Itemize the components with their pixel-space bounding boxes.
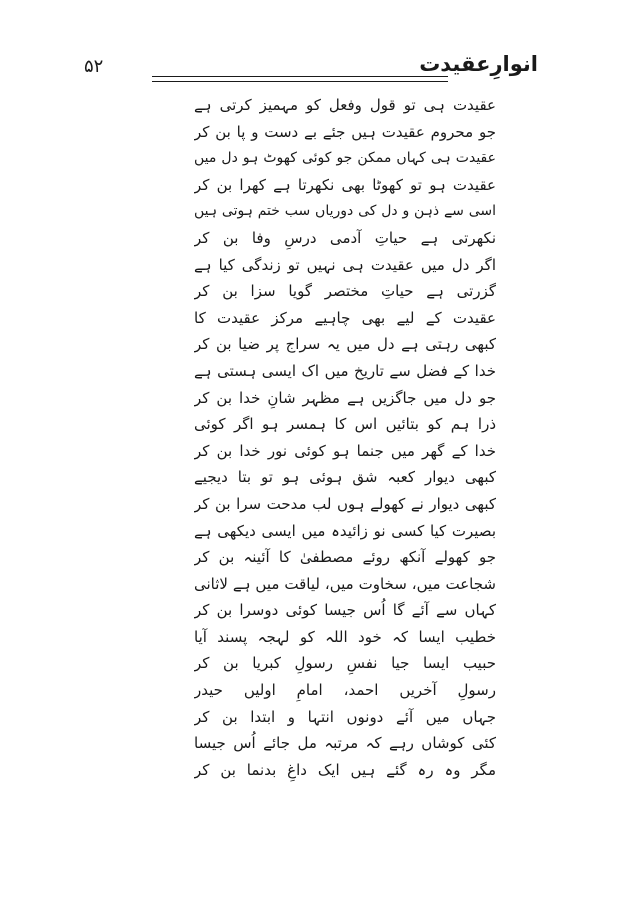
verse-line: عقیدت کے لیے بھی چاہیے مرکز عقیدت کا <box>194 308 496 327</box>
page-number: ۵۲ <box>84 56 104 77</box>
verse-line: کبھی دیوار نے کھولے ہوں لب مدحت سرا بن کر <box>194 494 496 513</box>
poem <box>194 92 496 783</box>
header-rule-top <box>152 76 448 77</box>
verse-line: کہاں سے آئے گا اُس جیسا کوئی دوسرا بن کر <box>194 601 496 620</box>
verse-line: اسی سے ذہن و دل کی دوریاں سب ختم ہوتی ہیں <box>194 203 496 220</box>
verse-line: مگر وہ رہ گئے ہیں ایک داغِ بدنما بن کر <box>194 760 496 779</box>
verse-line: کئی کوشاں رہے کہ مرتبہ مل جائے اُس جیسا <box>194 734 496 753</box>
verse-line: عقیدت ہو تو کھوٹا بھی نکھرتا ہے کھرا بن کر <box>194 175 496 194</box>
verse-line: جو محروم عقیدت ہیں جئے بے دست و پا بن کر <box>194 122 496 141</box>
verse-line: حبیب ایسا جیا نفسِ رسولِ کبریا بن کر <box>194 654 496 673</box>
verse-line: خطیب ایسا کہ خود اللہ کو لہجہ پسند آیا <box>194 627 496 646</box>
verse-line: عقیدت ہی کہاں ممکن جو کوئی کھوٹ ہو دل میں <box>194 150 496 167</box>
verse-line: کبھی دیوار کعبہ شق ہوئی ہو تو بتا دیجیے <box>194 468 496 487</box>
verse-line: کبھی رہتی ہے دل میں یہ سراج پر ضیا بن کر <box>194 335 496 354</box>
verse-line: عقیدت ہی تو قول وفعل کو مہمیز کرتی ہے <box>194 96 496 114</box>
verse-line: ذرا ہم کو بتائیں اس کا ہمسر ہو اگر کوئی <box>194 415 496 434</box>
verse-line: جو کھولے آنکھ روئے مصطفیٰ کا آئینہ بن کر <box>194 548 496 567</box>
verse-line: جو دل میں جاگزیں ہے مظہر شانِ خدا بن کر <box>194 388 496 407</box>
verse-line: شجاعت میں، سخاوت میں، لیاقت میں ہے لاثانی <box>194 574 496 593</box>
verse-line: رسولِ آخریں احمد، امامِ اولیں حیدر <box>194 681 496 700</box>
verse-line: جہاں میں آئے دونوں انتہا و ابتدا بن کر <box>194 707 496 726</box>
verse-line: گزرتی ہے حیاتِ مختصر گویا سزا بن کر <box>194 282 496 301</box>
verse-line: بصیرت کیا کسی نو زائیدہ میں ایسی دیکھی ہے <box>194 521 496 540</box>
header-rule-bottom <box>152 81 448 82</box>
verse-line: خدا کے گھر میں جنما ہو کوئی نور خدا بن کر <box>194 441 496 460</box>
verse-line: خدا کے فضل سے تاریخ میں اک ایسی ہستی ہے <box>194 361 496 380</box>
verse-line: نکھرتی ہے حیاتِ آدمی درسِ وفا بن کر <box>194 228 496 247</box>
verse-line: اگر دل میں عقیدت ہی نہیں تو زندگی کیا ہے <box>194 255 496 274</box>
running-title: انوارِعقیدت <box>419 52 538 76</box>
